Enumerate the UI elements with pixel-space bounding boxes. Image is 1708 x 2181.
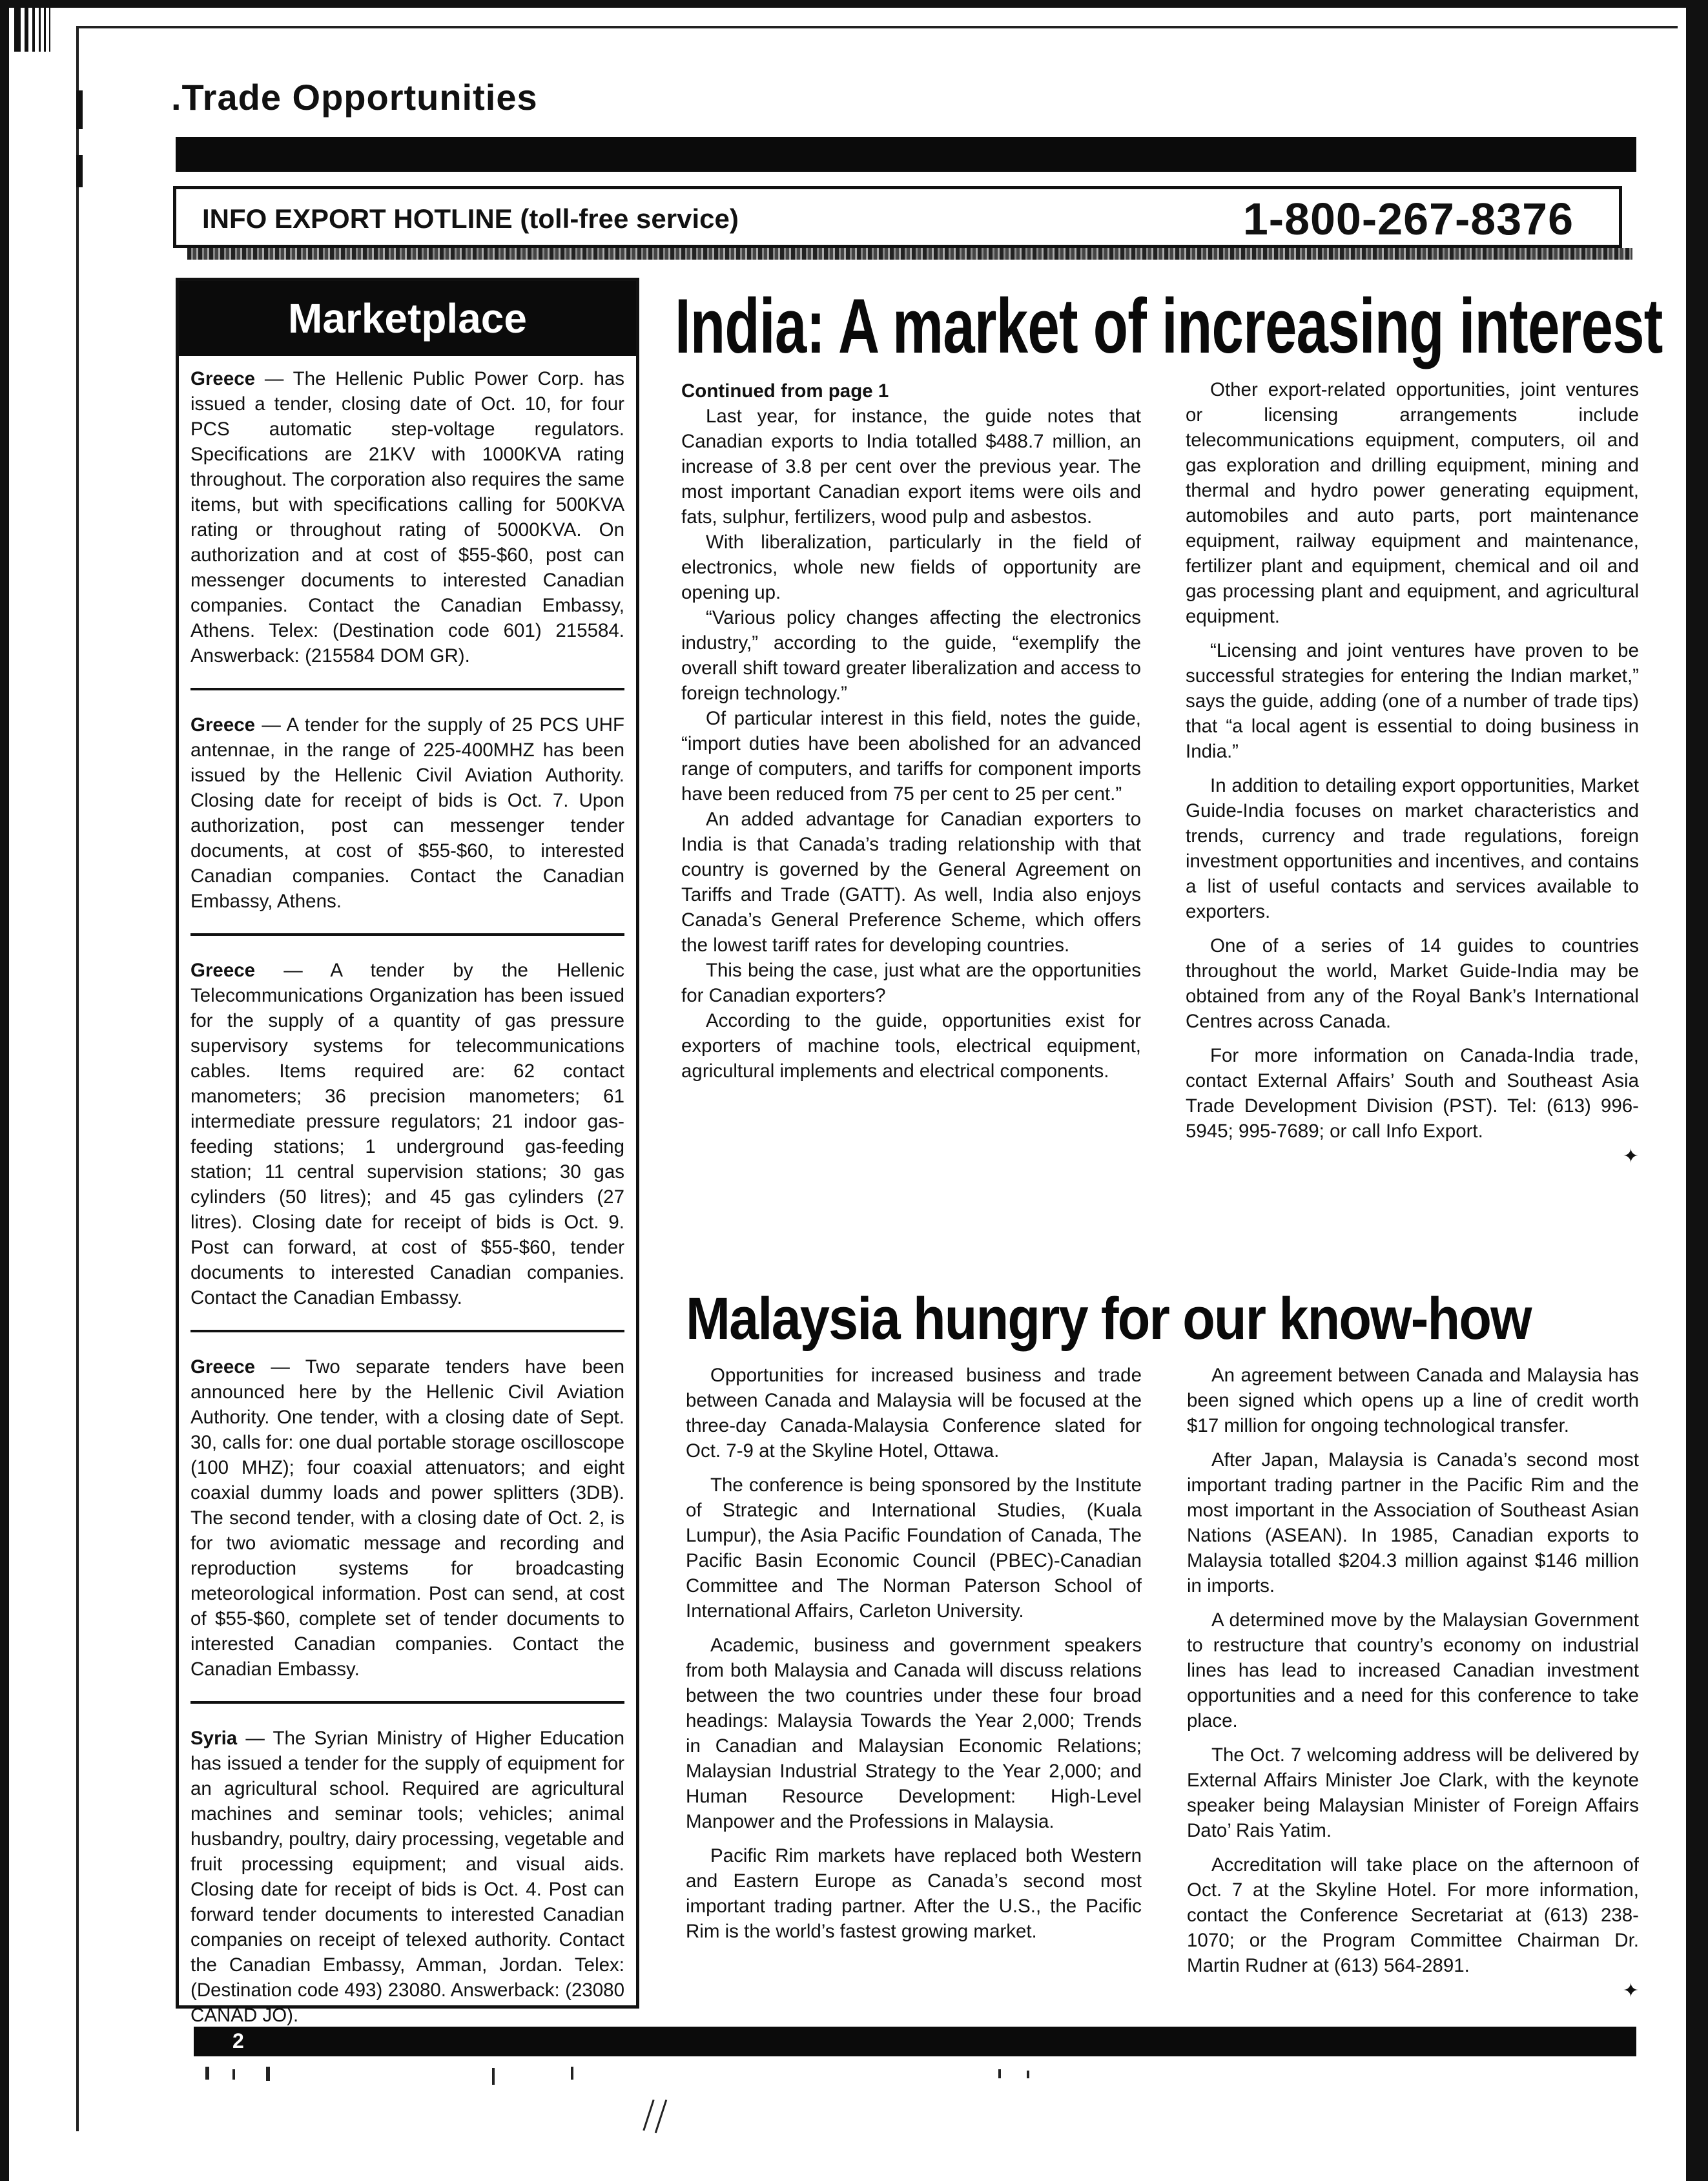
scan-speck	[1027, 2071, 1029, 2078]
end-mark: ✦	[1622, 1146, 1639, 1167]
article-paragraph: Last year, for instance, the guide notes that Canadian exports to India totalled $488.7 million, an increase of 3.8 per cent over the previous year. The most important Canadian export items were oils and fats, sulphur, fertilizers, wood pulp and asbestos.	[681, 406, 1141, 528]
article-paragraph: This being the case, just what are the opportunities for Canadian exporters?	[681, 960, 1141, 1006]
article-paragraph: In addition to detailing export opportunities, Market Guide-India focuses on market characteristics and trends, currency and trade regulations, foreign investment opportunities and incentives, and contains a list of useful contacts and services available to exporters.	[1186, 775, 1639, 922]
frame-top-line	[76, 26, 1678, 28]
india-column-2	[1186, 377, 1639, 1169]
scan-speck	[492, 2068, 495, 2085]
marketplace-text: — Two separate tenders have been announced here by the Hellenic Civil Aviation Authority. One tender, with a closing date of Sept. 30, calls for: one dual portable storage oscilloscope (100 MHZ); four coaxial attenuators; and eight coaxial dummy loads and power splitters (3DB). The second tender, with a closing date of Oct. 2, is for two aviomatic message and recording and reproduction systems for broadcasting meteorological information. Post can send, at cost of $55-$60, complete set of tender documents to interested Canadian companies. Contact the Canadian Embassy.	[190, 1356, 624, 1680]
article-paragraph: Other export-related opportunities, joint ventures or licensing arrangements include telecommunications equipment, computers, oil and gas exploration and drilling equipment, mining and thermal and hydro power generating equipment, automobiles and auto parts, port maintenance equipment, railway equipment and maintenance, fertilizer plant and equipment, chemical and oil and gas processing plant and equipment, and agricultural equipment.	[1186, 379, 1639, 627]
malaysia-column-1	[686, 1363, 1142, 1944]
marketplace-box	[176, 278, 639, 2026]
article-paragraph: An agreement between Canada and Malaysia has been signed which opens up a line of credit worth $17 million for ongoing technological transfer.	[1187, 1365, 1639, 1436]
scan-speck	[266, 2067, 270, 2081]
marketplace-items	[179, 356, 636, 2047]
marketplace-text: — A tender for the supply of 25 PCS UHF antennae, in the range of 225-400MHZ has been issued by the Hellenic Civil Aviation Authority. Closing date for receipt of bids is Oct. 7. Upon authorization, post can messenger tender documents, at cost of $55-$60, to interested Canadian companies. Contact the Canadian Embassy, Athens.	[190, 714, 624, 912]
article-paragraph: “Licensing and joint ventures have proven to be successful strategies for entering the Indian market,” says the guide, adding (one of a number of trade tips) that “a local agent is essential to doing business in India.”	[1186, 640, 1639, 762]
scan-speck	[655, 2100, 668, 2133]
scan-speck	[998, 2069, 1001, 2078]
header-rule	[176, 137, 1636, 172]
article-paragraph: For more information on Canada-India trade, contact External Affairs’ South and Southeast Asia Trade Development Division (PST). Tel: (613) 996-5945; 995-7689; or call Info Export.	[1186, 1045, 1639, 1142]
marketplace-item	[190, 366, 624, 690]
scan-edge-right	[1686, 0, 1708, 2181]
article-paragraph: An added advantage for Canadian exporters to India is that Canada’s trading relationship with that country is governed by the General Agreement on Tariffs and Trade (GATT). As well, India also enjoys Canada’s General Preference Scheme, which offers the lowest tariff rates for developing countries.	[681, 809, 1141, 956]
scan-edge-top	[0, 0, 1708, 8]
article-paragraph: The Oct. 7 welcoming address will be delivered by External Affairs Minister Joe Clark, with the keynote speaker being Malaysian Minister of Foreign Affairs Dato’ Rais Yatim.	[1187, 1744, 1639, 1841]
marketplace-title: Marketplace	[179, 281, 636, 356]
article-paragraph: Accreditation will take place on the afternoon of Oct. 7 at the Skyline Hotel. For more information, contact the Conference Secretariat at (613) 238-1070; or the Program Committee Chairman Dr. Martin Rudner at (613) 564-2891.	[1187, 1854, 1639, 1976]
marketplace-text: — A tender by the Hellenic Telecommunications Organization has been issued for the supply of a quantity of gas pressure supervisory systems for telecommunications cables. Items required are: 62 contact manometers; 36 precision manometers; 61 intermediate pressure regulators; 21 indoor gas-feeding stations; 1 underground gas-feeding station; 11 central supervision stations; 30 gas cylinders (50 litres); and 45 gas cylinders (27 litres). Closing date for receipt of bids is Oct. 9. Post can forward, at cost of $55-$60, tender documents to interested Canadian companies. Contact the Canadian Embassy.	[190, 960, 624, 1308]
section-title: .Trade Opportunities	[171, 77, 538, 118]
marketplace-country: Greece	[190, 1356, 256, 1378]
article-paragraph: Of particular interest in this field, notes the guide, “import duties have been abolished for an advanced range of computers, and tariffs for component imports have been reduced from 75 per cent to 25 per cent.”	[681, 708, 1141, 805]
hotline-number: 1-800-267-8376	[1242, 194, 1574, 244]
end-mark: ✦	[1622, 1980, 1639, 2001]
marketplace-country: Greece	[190, 714, 256, 736]
article-paragraph: One of a series of 14 guides to countries throughout the world, Market Guide-India may be obtained from any of the Royal Bank’s International Centres across Canada.	[1186, 935, 1639, 1032]
hotline-shadow	[187, 248, 1632, 260]
continued-note: Continued from page 1	[681, 380, 889, 402]
footer-bar	[194, 2027, 1636, 2056]
article-paragraph: A determined move by the Malaysian Government to restructure that country’s economy on industrial lines has lead to increased Canadian investment opportunities and a need for this conference to take place.	[1187, 1609, 1639, 1731]
india-column-1	[681, 378, 1141, 1084]
marketplace-item	[190, 1726, 624, 2047]
article-paragraph: Pacific Rim markets have replaced both Western and Eastern Europe as Canada’s second most important trading partner. After the U.S., the Pacific Rim is the world’s fastest growing market.	[686, 1845, 1142, 1942]
marketplace-country: Syria	[190, 1728, 238, 1749]
scan-speck	[571, 2067, 573, 2080]
frame-tick	[76, 90, 83, 129]
scan-edge-left	[0, 0, 9, 2181]
marketplace-item	[190, 712, 624, 936]
scan-speck	[232, 2069, 235, 2080]
malaysia-headline: Malaysia hungry for our know-how	[686, 1286, 1531, 1352]
article-paragraph: According to the guide, opportunities exist for exporters of machine tools, electrical equipment, agricultural implements and electrical components.	[681, 1010, 1141, 1082]
crop-marks	[14, 6, 85, 52]
hotline-banner	[173, 186, 1622, 248]
marketplace-text: — The Hellenic Public Power Corp. has issued a tender, closing date of Oct. 10, for four PCS automatic step-voltage regulators. Specifications are 21KV with 1000KVA rating throughout. The corporation also requires the same items, but with specifications calling for 500KVA rating or throughout rating of 5000KVA. On authorization and at cost of $55-$60, post can messenger documents to interested Canadian companies. Contact the Canadian Embassy, Athens. Telex: (Destination code 601) 215584. Answerback: (215584 DOM GR).	[190, 368, 624, 667]
marketplace-text: — The Syrian Ministry of Higher Education has issued a tender for the supply of equipment for an agricultural school. Required are agricultural machines and seminar tools; vehicles; animal husbandry, poultry, dairy processing, vegetable and fruit processing equipment; and visual aids. Closing date for receipt of bids is Oct. 4. Post can forward tender documents to interested Canadian companies on receipt of telexed authority. Contact the Canadian Embassy, Amman, Jordan. Telex: (Destination code 493) 23080. Answerback: (23080 CANAD JO).	[190, 1728, 624, 2026]
marketplace-country: Greece	[190, 960, 256, 981]
article-paragraph: After Japan, Malaysia is Canada’s second most important trading partner in the Pacific Rim and the most important in the Association of Southeast Asian Nations (ASEAN). In 1985, Canadian exports to Malaysia totalled $204.3 million against $146 million in imports.	[1187, 1449, 1639, 1597]
article-paragraph: With liberalization, particularly in the field of electronics, whole new fields of opportunity are opening up.	[681, 532, 1141, 603]
article-paragraph: Opportunities for increased business and trade between Canada and Malaysia will be focused at the three-day Canada-Malaysia Conference slated for Oct. 7-9 at the Skyline Hotel, Ottawa.	[686, 1365, 1142, 1462]
article-paragraph: The conference is being sponsored by the Institute of Strategic and International Studies, (Kuala Lumpur), the Asia Pacific Foundation of Canada, The Pacific Basin Economic Council (PBEC)-Canadian Committee and The Norman Paterson School of International Affairs, Carleton University.	[686, 1474, 1142, 1622]
hotline-label: INFO EXPORT HOTLINE (toll-free service)	[202, 203, 739, 234]
marketplace-item	[190, 1354, 624, 1704]
frame-left-line	[76, 26, 79, 2131]
article-paragraph: Academic, business and government speakers from both Malaysia and Canada will discuss relations between the two countries under these four broad headings: Malaysia Towards the Year 2,000; Trends in Canadian and Malaysian Economic Relations; Malaysian Industrial Strategy to the Year 2,000; and Human Resource Development: High-Level Manpower and the Professions in Malaysia.	[686, 1635, 1142, 1832]
marketplace-item	[190, 958, 624, 1332]
marketplace-country: Greece	[190, 368, 256, 389]
scan-speck	[643, 2100, 654, 2131]
india-headline: India: A market of increasing interest	[675, 283, 1663, 369]
frame-tick	[76, 155, 83, 187]
malaysia-column-2	[1187, 1363, 1639, 2003]
scan-speck	[205, 2067, 209, 2080]
article-paragraph: “Various policy changes affecting the electronics industry,” according to the guide, “exemplify the overall shift toward greater liberalization and access to foreign technology.”	[681, 607, 1141, 704]
page-number: 2	[232, 2029, 244, 2052]
